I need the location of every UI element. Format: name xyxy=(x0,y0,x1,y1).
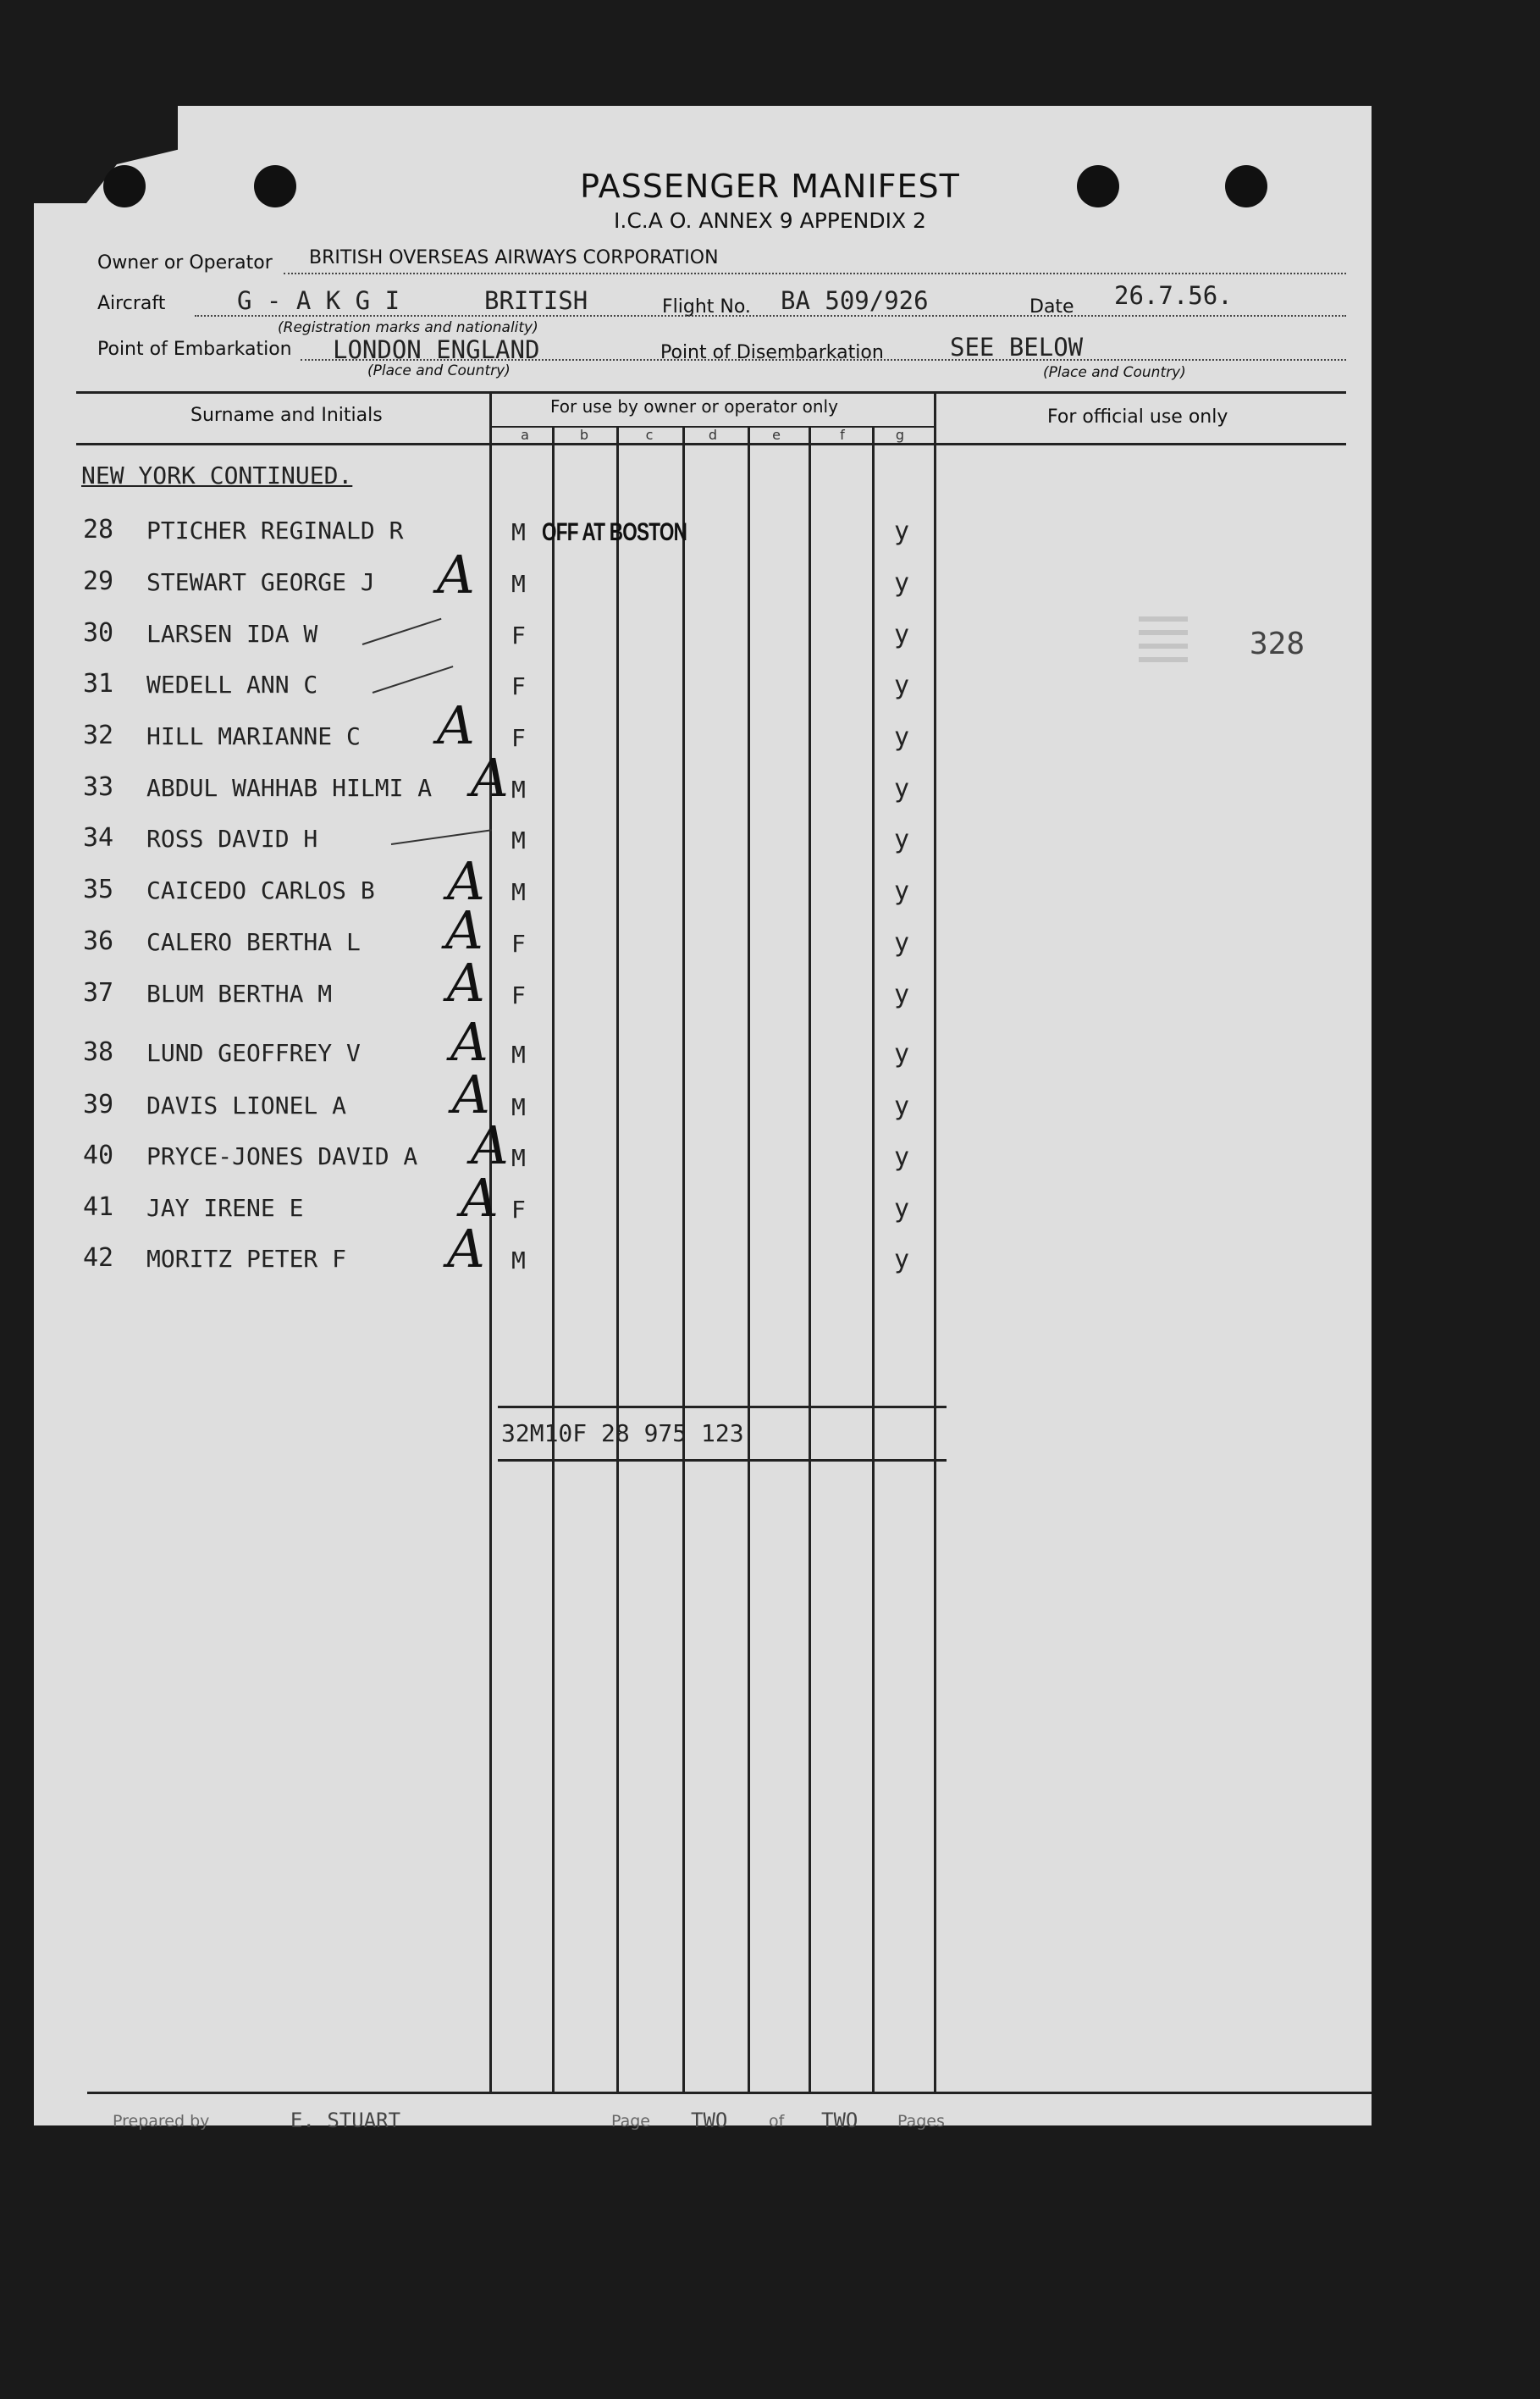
row-number: 35 xyxy=(83,875,114,904)
aircraft-label: Aircraft xyxy=(97,293,166,314)
row-number: 33 xyxy=(83,772,114,802)
column-g-mark: y xyxy=(894,928,910,958)
column-rule xyxy=(682,426,685,2092)
handwritten-a-mark: A xyxy=(447,850,485,912)
owner-value: BRITISH OVERSEAS AIRWAYS CORPORATION xyxy=(309,247,719,268)
passenger-name: LUND GEOFFREY V xyxy=(146,1039,361,1067)
handwritten-a-mark: A xyxy=(447,952,485,1014)
totals-bottom-rule xyxy=(498,1459,947,1462)
passenger-sex: M xyxy=(511,1144,526,1172)
column-g-mark: y xyxy=(894,1194,910,1224)
handwritten-a-mark: A xyxy=(437,694,475,756)
column-g-mark: y xyxy=(894,774,910,804)
column-g-mark: y xyxy=(894,568,910,598)
passenger-name: CAICEDO CARLOS B xyxy=(146,876,375,904)
passenger-name: LARSEN IDA W xyxy=(146,620,318,648)
subcol-e: e xyxy=(772,427,781,443)
passenger-name: HILL MARIANNE C xyxy=(146,722,361,750)
surname-column-header: Surname and Initials xyxy=(190,405,383,426)
aircraft-line xyxy=(195,315,1346,317)
handwritten-a-mark: A xyxy=(452,1064,490,1125)
passenger-name: PTICHER REGINALD R xyxy=(146,517,404,544)
subcol-c: c xyxy=(645,427,654,443)
handwritten-a-mark: A xyxy=(471,747,509,809)
column-g-mark: y xyxy=(894,620,910,649)
passenger-sex: M xyxy=(511,1093,526,1121)
passenger-name: PRYCE-JONES DAVID A xyxy=(146,1142,418,1170)
column-rule xyxy=(748,426,750,2092)
column-g-mark: y xyxy=(894,1039,910,1069)
handwritten-a-mark: A xyxy=(437,544,475,605)
passenger-sex: M xyxy=(511,1246,526,1274)
row-number: 32 xyxy=(83,721,114,750)
totals-row: 32M10F 28 975 123 xyxy=(501,1419,744,1447)
handwritten-a-mark: A xyxy=(461,1167,499,1229)
pages-label: Pages xyxy=(897,2112,945,2131)
subcol-f: f xyxy=(840,427,845,443)
handwritten-a-mark: A xyxy=(445,899,483,961)
owner-label: Owner or Operator xyxy=(97,252,273,274)
official-number: 328 xyxy=(1250,627,1305,661)
column-g-mark: y xyxy=(894,876,910,906)
owner-use-column-header: For use by owner or operator only xyxy=(550,396,838,417)
embarkation-note: (Place and Country) xyxy=(367,362,511,379)
column-g-mark: y xyxy=(894,671,910,700)
column-rule xyxy=(809,426,811,2092)
totals-top-rule xyxy=(498,1406,947,1408)
column-g-mark: y xyxy=(894,825,910,854)
off-at-boston-stamp: OFF AT BOSTON xyxy=(542,518,687,546)
embarkation-label: Point of Embarkation xyxy=(97,339,292,360)
column-rule xyxy=(552,426,555,2092)
prepared-by-value: E. STUART xyxy=(290,2109,401,2132)
passenger-name: ROSS DAVID H xyxy=(146,825,318,853)
row-number: 29 xyxy=(83,567,114,596)
handwritten-a-mark: A xyxy=(450,1011,488,1073)
embarkation-value: LONDON ENGLAND xyxy=(333,335,540,364)
manifest-title: PASSENGER MANIFEST xyxy=(580,168,960,205)
disembarkation-note: (Place and Country) xyxy=(1043,364,1186,381)
aircraft-registration: G - A K G I xyxy=(237,286,400,315)
column-g-mark: y xyxy=(894,1245,910,1274)
passenger-sex: M xyxy=(511,878,526,906)
passenger-sex: M xyxy=(511,776,526,804)
flight-label: Flight No. xyxy=(662,296,751,318)
passenger-sex: M xyxy=(511,826,526,854)
row-number: 40 xyxy=(83,1141,114,1170)
flight-number: BA 509/926 xyxy=(781,286,929,315)
column-rule xyxy=(616,426,619,2092)
subcol-g: g xyxy=(895,427,905,443)
table-header-rule xyxy=(76,443,1346,445)
passenger-sex: M xyxy=(511,518,526,546)
embarkation-line xyxy=(301,359,1346,361)
manifest-subtitle: I.C.A O. ANNEX 9 APPENDIX 2 xyxy=(614,208,926,233)
passenger-sex: F xyxy=(511,1196,526,1224)
passenger-sex: M xyxy=(511,570,526,598)
column-rule xyxy=(489,391,492,2092)
bottom-rule xyxy=(87,2092,1372,2094)
subcol-a: a xyxy=(521,427,529,443)
section-heading: NEW YORK CONTINUED. xyxy=(81,462,353,489)
row-number: 38 xyxy=(83,1037,114,1067)
disembarkation-label: Point of Disembarkation xyxy=(660,342,884,363)
erased-mark xyxy=(1139,616,1188,667)
passenger-name: MORITZ PETER F xyxy=(146,1245,347,1273)
row-number: 31 xyxy=(83,669,114,699)
row-number: 41 xyxy=(83,1192,114,1222)
row-number: 34 xyxy=(83,823,114,853)
passenger-name: JAY IRENE E xyxy=(146,1194,304,1222)
aircraft-nationality: BRITISH xyxy=(484,286,588,315)
column-g-mark: y xyxy=(894,1142,910,1172)
column-rule xyxy=(934,391,936,2092)
subcol-b: b xyxy=(579,427,589,443)
row-number: 36 xyxy=(83,926,114,956)
page-label: Page xyxy=(611,2112,650,2131)
row-number: 42 xyxy=(83,1243,114,1273)
date-label: Date xyxy=(1029,296,1074,318)
table-top-rule xyxy=(76,391,1346,394)
official-use-column-header: For official use only xyxy=(1047,406,1228,428)
passenger-name: DAVIS LIONEL A xyxy=(146,1092,347,1119)
row-number: 30 xyxy=(83,618,114,648)
handwritten-a-mark: A xyxy=(447,1218,485,1280)
handwritten-a-mark: A xyxy=(471,1114,509,1176)
page-value: TWO xyxy=(691,2109,728,2132)
passenger-name: BLUM BERTHA M xyxy=(146,980,333,1008)
of-value: TWO xyxy=(821,2109,858,2132)
of-label: of xyxy=(769,2112,785,2131)
column-g-mark: y xyxy=(894,722,910,752)
passenger-sex: F xyxy=(511,724,526,752)
subcol-d: d xyxy=(708,427,718,443)
column-rule xyxy=(872,426,875,2092)
passenger-sex: F xyxy=(511,622,526,649)
passenger-name: STEWART GEORGE J xyxy=(146,568,375,596)
passenger-sex: M xyxy=(511,1041,526,1069)
column-g-mark: y xyxy=(894,1092,910,1121)
column-g-mark: y xyxy=(894,517,910,546)
row-number: 39 xyxy=(83,1090,114,1119)
date-value: 26.7.56. xyxy=(1114,281,1233,310)
disembarkation-value: SEE BELOW xyxy=(950,333,1084,362)
row-number: 37 xyxy=(83,978,114,1008)
passenger-name: ABDUL WAHHAB HILMI A xyxy=(146,774,433,802)
passenger-sex: F xyxy=(511,981,526,1009)
passenger-name: CALERO BERTHA L xyxy=(146,928,361,956)
row-number: 28 xyxy=(83,515,114,544)
registration-note: (Registration marks and nationality) xyxy=(278,319,538,336)
owner-line xyxy=(284,273,1346,274)
passenger-sex: F xyxy=(511,672,526,700)
passenger-sex: F xyxy=(511,930,526,958)
column-g-mark: y xyxy=(894,980,910,1009)
passenger-name: WEDELL ANN C xyxy=(146,671,318,699)
prepared-by-label: Prepared by xyxy=(113,2112,210,2131)
